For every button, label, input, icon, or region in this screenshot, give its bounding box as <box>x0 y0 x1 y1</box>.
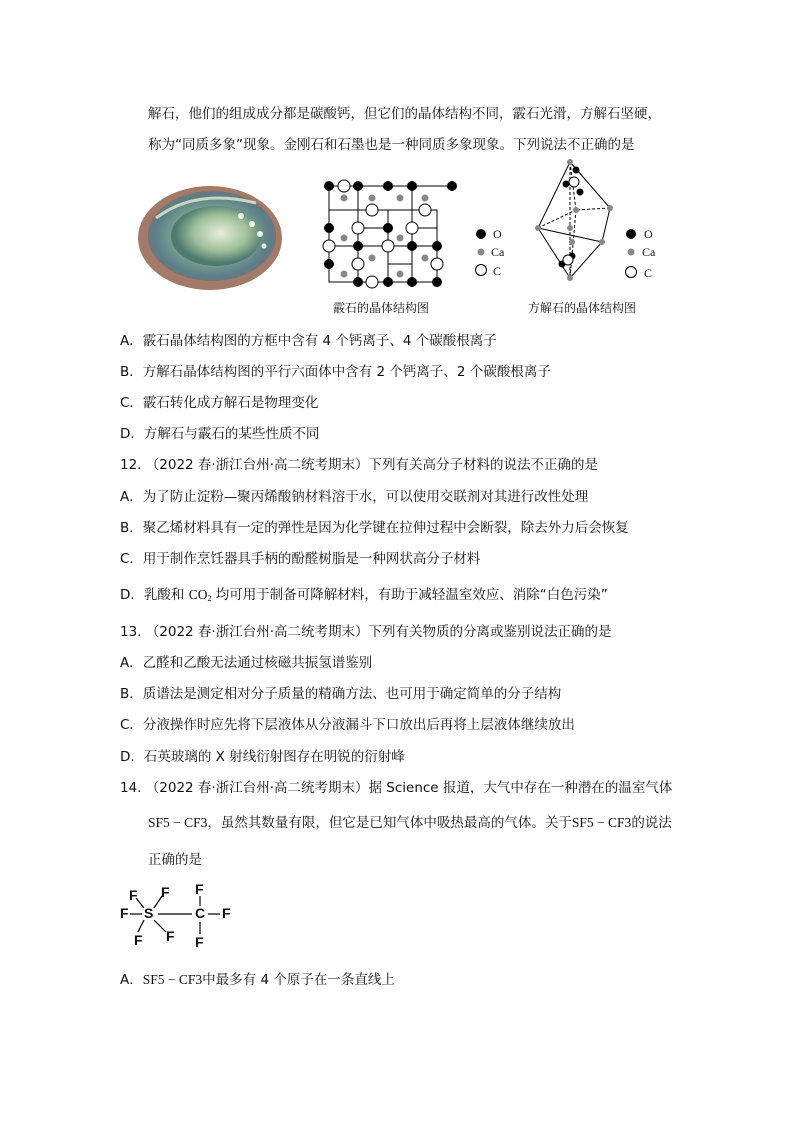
legend-1-markers <box>474 226 488 282</box>
q11-option-c: C．霰石转化成方解石是物理变化 <box>120 395 319 411</box>
q11-option-b: B．方解石晶体结构图的平行六面体中含有 2 个钙离子、2 个碳酸根离子 <box>120 364 551 380</box>
q13-option-a: A．乙醛和乙酸无法通过核磁共振氢谱鉴别 <box>120 655 373 671</box>
q14-line-2: SF5 − CF3，虽然其数量有限，但它是已知气体中吸热最高的气体。关于SF5 − CF3的说法 <box>148 815 672 831</box>
legend-1-o: O <box>493 227 502 241</box>
q13-option-d: D．石英玻璃的 X 射线衍射图存在明锐的衍射峰 <box>120 749 405 765</box>
q13-option-c: C．分液操作时应先将下层液体从分液漏斗下口放出后再将上层液体继续放出 <box>120 717 575 733</box>
sf5-cf3-formula: SF5 − CF3 <box>142 972 203 987</box>
legend-2-markers <box>624 226 638 284</box>
atom-f: F <box>166 928 175 944</box>
atom-f: F <box>195 881 204 897</box>
atom-f: F <box>134 932 143 948</box>
q11-option-d: D．方解石与霰石的某些性质不同 <box>120 426 320 442</box>
q12-option-d: D．乳酸和 $CO_2$ 均可用于制备可降解材料，有助于减轻温室效应、消除“白色污染” <box>120 587 608 603</box>
atom-c: C <box>195 905 206 921</box>
atom-f: F <box>222 905 231 921</box>
q12-option-b: B．聚乙烯材料具有一定的弹性是因为化学键在拉伸过程中会断裂，除去外力后会恢复 <box>120 520 629 536</box>
atom-f: F <box>195 934 204 950</box>
atom-s: S <box>144 905 154 921</box>
sf5-cf3-formula: SF5 − CF3 <box>148 815 208 830</box>
calcite-caption: 方解石的晶体结构图 <box>528 301 637 315</box>
q11-option-a: A．霰石晶体结构图的方框中含有 4 个钙离子、4 个碳酸根离子 <box>120 333 497 349</box>
legend-2-o: O <box>644 227 653 241</box>
intro-line-1: 解石，他们的组成成分都是碳酸钙，但它们的晶体结构不同，霰石光滑，方解石坚硬， <box>148 106 661 122</box>
calcite-structure-diagram <box>532 158 616 290</box>
legend-2-ca: Ca <box>642 245 656 259</box>
q12-stem: 12. （2022 春·浙江台州·高二统考期末）下列有关高分子材料的说法不正确的是 <box>120 457 598 473</box>
atom-f: F <box>129 887 138 903</box>
sf5-cf3-structure <box>116 878 236 950</box>
q13-stem: 13. （2022 春·浙江台州·高二统考期末）下列有关物质的分离或鉴别说法正确的是 <box>120 624 612 640</box>
q14-stem: 14. （2022 春·浙江台州·高二统考期末）据 Science 报道，大气中存在一种潜在的温室气体 <box>120 780 673 796</box>
q12-option-c: C．用于制作烹饪器具手柄的酚醛树脂是一种网状高分子材料 <box>120 551 481 567</box>
q14-option-a: A．SF5 − CF3中最多有 4 个原子在一条直线上 <box>120 972 395 988</box>
q12-option-a: A．为了防止淀粉—聚丙烯酸钠材料溶于水，可以使用交联剂对其进行改性处理 <box>120 489 589 505</box>
aragonite-caption: 霰石的晶体结构图 <box>333 301 430 315</box>
aragonite-structure-diagram <box>312 178 462 296</box>
legend-1-ca: Ca <box>491 245 505 259</box>
atom-f: F <box>120 905 129 921</box>
legend-2-c: C <box>644 266 653 280</box>
co2-formula: $CO_2$ <box>188 587 212 603</box>
q13-option-b: B．质谱法是测定相对分子质量的精确方法、也可用于确定简单的分子结构 <box>120 686 562 702</box>
atom-f: F <box>161 884 170 900</box>
q14-line-3: 正确的是 <box>148 852 202 868</box>
sf5-cf3-formula: SF5 − CF3 <box>571 815 632 830</box>
intro-line-2: 称为“同质多象”现象。金刚石和石墨也是一种同质多象现象。下列说法不正确的是 <box>148 137 635 153</box>
legend-1-c: C <box>493 264 502 278</box>
abalone-shell-image <box>136 178 284 294</box>
